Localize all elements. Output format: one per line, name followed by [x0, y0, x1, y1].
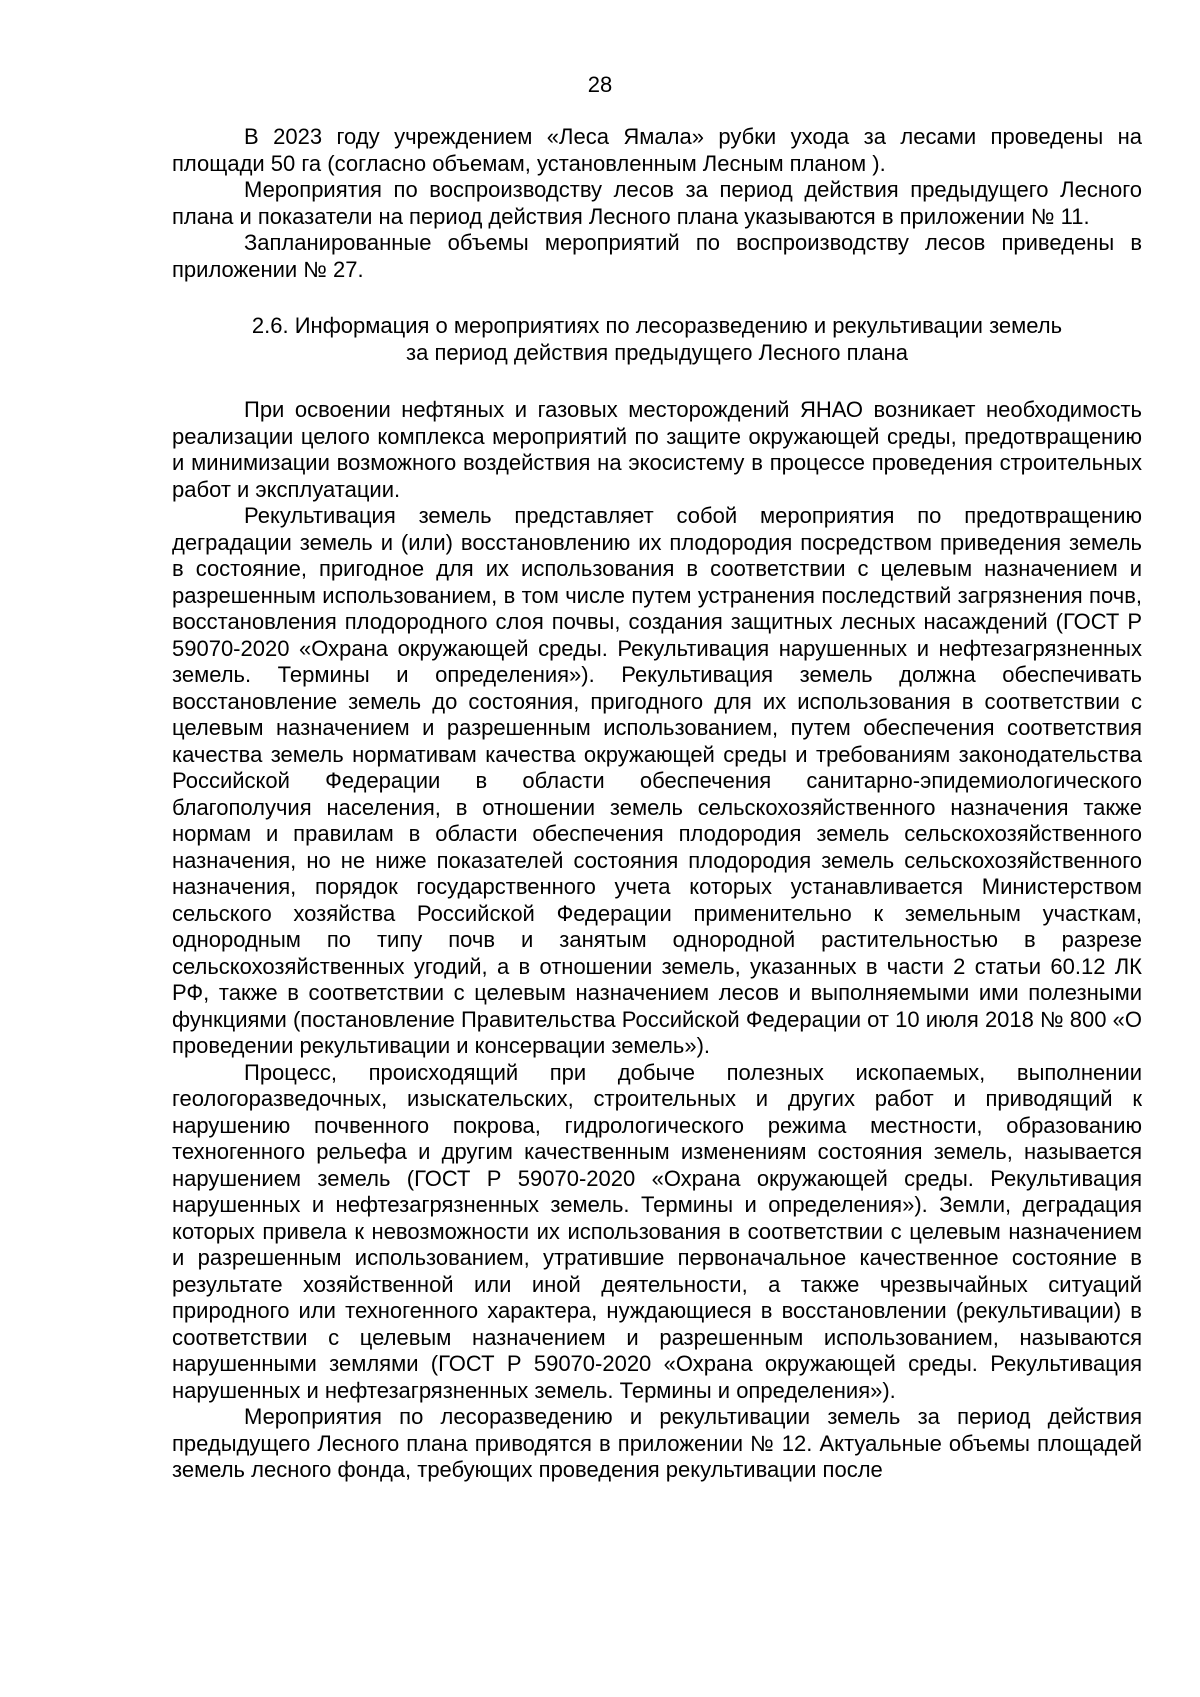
paragraph-planned-volumes: Запланированные объемы мероприятий по воспроизводству лесов приведены в приложении № 27. — [172, 230, 1142, 282]
paragraph-afforestation-measures: Мероприятия по лесоразведению и рекультивации земель за период действия предыдущего Лесного плана приводятся в приложении № 12. Актуальные объемы площадей земель лесного фонда, требующих проведения рекультивации после — [172, 1404, 1142, 1482]
paragraph-land-reclamation-definition: Рекультивация земель представляет собой мероприятия по предотвращению деградации земель и (или) восстановлению их плодородия посредством приведения земель в состояние, пригодное для их использования в соответствии с целевым назначением и разрешенным использованием, в том числе путем устранения последствий загрязнения почв, восстановления плодородного слоя почвы, создания защитных лесных насаждений (ГОСТ Р 59070-2020 «Охрана окружающей среды. Рекультивация нарушенных и нефтезагрязненных земель. Термины и определения»). Рекультивация земель должна обеспечивать восстановление земель до состояния, пригодного для их использования в соответствии с целевым назначением и разрешенным использованием, путем обеспечения соответствия качества земель нормативам качества окружающей среды и требованиям законодательства Российской Федерации в области обеспечения санитарно-эпидемиологического благополучия населения, в отношении земель сельскохозяйственного назначения также нормам и правилам в области обеспечения плодородия земель сельскохозяйственного назначения, но не ниже показателей состояния плодородия земель сельскохозяйственного назначения, порядок государственного учета которых устанавливается Министерством сельского хозяйства Российской Федерации применительно к земельным участкам, однородным по типу почв и занятым однородной растительностью в разрезе сельскохозяйственных угодий, а в отношении земель, указанных в части 2 статьи 60.12 ЛК РФ, также в соответствии с целевым назначением лесов и выполняемыми ими полезными функциями (постановление Правительства Российской Федерации от 10 июля 2018 № 800 «О проведении рекультивации и консервации земель»). — [172, 503, 1142, 1058]
paragraph-reproduction-measures: Мероприятия по воспроизводству лесов за период действия предыдущего Лесного плана и показатели на период действия Лесного плана указываются в приложении № 11. — [172, 177, 1142, 229]
paragraph-thinning-2023: В 2023 году учреждением «Леса Ямала» рубки ухода за лесами проведены на площади 50 га (согласно объемам, установленным Лесным планом ). — [172, 124, 1142, 176]
section-heading-line-2: за период действия предыдущего Лесного плана — [406, 339, 908, 365]
paragraph-oil-gas-development: При освоении нефтяных и газовых месторождений ЯНАО возникает необходимость реализации целого комплекса мероприятий по защите окружающей среды, предотвращению и минимизации возможного воздействия на экосистему в процессе проведения строительных работ и эксплуатации. — [172, 397, 1142, 502]
section-heading-line-1: 2.6. Информация о мероприятиях по лесоразведению и рекультивации земель — [251, 313, 1063, 338]
page-number: 28 — [587, 72, 613, 97]
section-heading — [172, 313, 1142, 366]
page-content — [172, 124, 1142, 1484]
paragraph-land-disturbance: Процесс, происходящий при добыче полезных ископаемых, выполнении геологоразведочных, изыскательских, строительных и других работ и приводящий к нарушению почвенного покрова, гидрологического режима местности, образованию техногенного рельефа и другим качественным изменениям состояния земель, называется нарушением земель (ГОСТ Р 59070-2020 «Охрана окружающей среды. Рекультивация нарушенных и нефтезагрязненных земель. Термины и определения»). Земли, деградация которых привела к невозможности их использования в соответствии с целевым назначением и разрешенным использованием, утратившие первоначальное качественное состояние в результате хозяйственной или иной деятельности, а также чрезвычайных ситуаций природного или техногенного характера, нуждающиеся в восстановлении (рекультивации) в соответствии с целевым назначением и разрешенным использованием, называются нарушенными землями (ГОСТ Р 59070-2020 «Охрана окружающей среды. Рекультивация нарушенных и нефтезагрязненных земель. Термины и определения»). — [172, 1059, 1142, 1403]
